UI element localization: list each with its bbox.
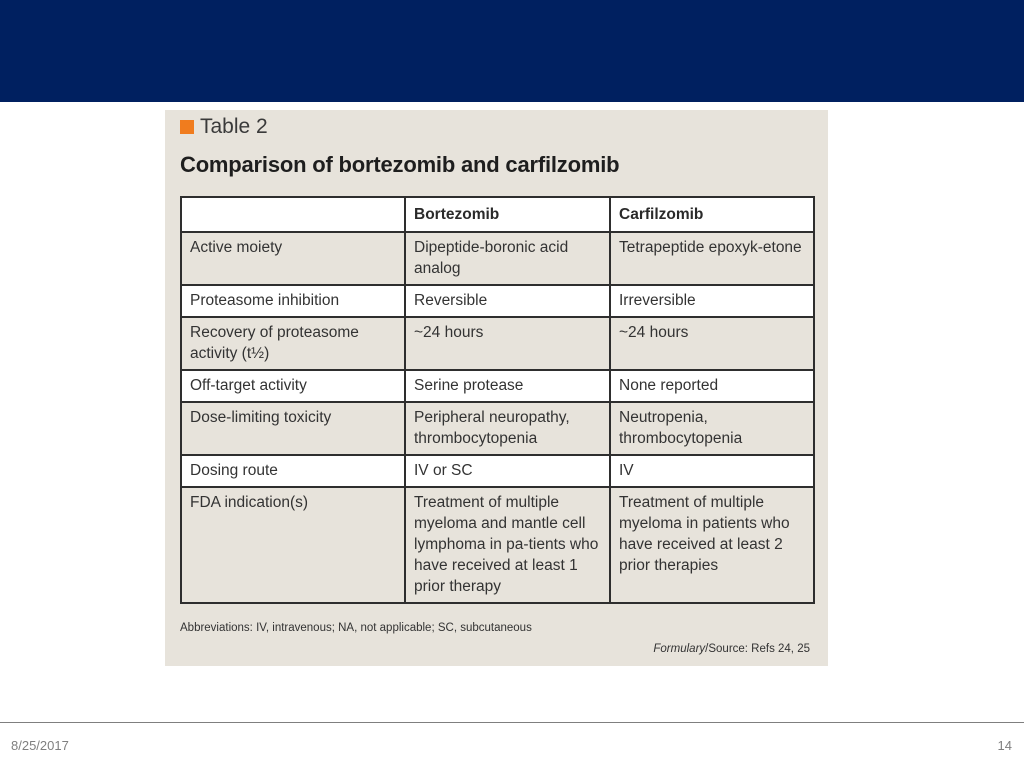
row-label-cell: Active moiety xyxy=(181,232,405,285)
table-figure xyxy=(165,110,828,666)
slide-number: 14 xyxy=(997,738,1012,753)
carfilzomib-cell: Irreversible xyxy=(610,285,814,317)
row-label-cell: Recovery of proteasome activity (t½) xyxy=(181,317,405,370)
header-cell-empty xyxy=(181,197,405,232)
carfilzomib-cell: None reported xyxy=(610,370,814,402)
slide-header-band xyxy=(0,0,1024,102)
comparison-table xyxy=(180,196,815,604)
source-italic: Formulary xyxy=(653,643,706,655)
table-title: Comparison of bortezomib and carfilzomib xyxy=(180,152,620,177)
carfilzomib-cell: IV xyxy=(610,455,814,487)
table-row xyxy=(181,370,814,402)
source-note xyxy=(653,643,810,655)
bortezomib-cell: IV or SC xyxy=(405,455,610,487)
table-row xyxy=(181,317,814,370)
row-label-cell: Proteasome inhibition xyxy=(181,285,405,317)
carfilzomib-cell: Neutropenia, thrombocytopenia xyxy=(610,402,814,455)
carfilzomib-cell: ~24 hours xyxy=(610,317,814,370)
source-text: /Source: Refs 24, 25 xyxy=(705,643,810,655)
bortezomib-cell: Dipeptide-boronic acid analog xyxy=(405,232,610,285)
table-row xyxy=(181,285,814,317)
table-row xyxy=(181,487,814,603)
carfilzomib-cell: Tetrapeptide epoxyk-etone xyxy=(610,232,814,285)
abbreviations-note: Abbreviations: IV, intravenous; NA, not applicable; SC, subcutaneous xyxy=(180,622,532,634)
bortezomib-cell: Peripheral neuropathy, thrombocytopenia xyxy=(405,402,610,455)
bortezomib-cell: Treatment of multiple myeloma and mantle cell lymphoma in pa-tients who have received at least 1 prior therapy xyxy=(405,487,610,603)
row-label-cell: Dosing route xyxy=(181,455,405,487)
bortezomib-cell: ~24 hours xyxy=(405,317,610,370)
header-cell-bortezomib: Bortezomib xyxy=(405,197,610,232)
figure-label xyxy=(180,115,268,139)
bortezomib-cell: Serine protease xyxy=(405,370,610,402)
table-header-row xyxy=(181,197,814,232)
footer-date: 8/25/2017 xyxy=(11,738,69,753)
figure-label-text: Table 2 xyxy=(200,115,268,138)
row-label-cell: Dose-limiting toxicity xyxy=(181,402,405,455)
table-row xyxy=(181,232,814,285)
table-row xyxy=(181,402,814,455)
bortezomib-cell: Reversible xyxy=(405,285,610,317)
table-row xyxy=(181,455,814,487)
row-label-cell: Off-target activity xyxy=(181,370,405,402)
header-cell-carfilzomib: Carfilzomib xyxy=(610,197,814,232)
carfilzomib-cell: Treatment of multiple myeloma in patients who have received at least 2 prior therapies xyxy=(610,487,814,603)
orange-square-icon xyxy=(180,120,194,134)
row-label-cell: FDA indication(s) xyxy=(181,487,405,603)
footer-divider xyxy=(0,722,1024,723)
